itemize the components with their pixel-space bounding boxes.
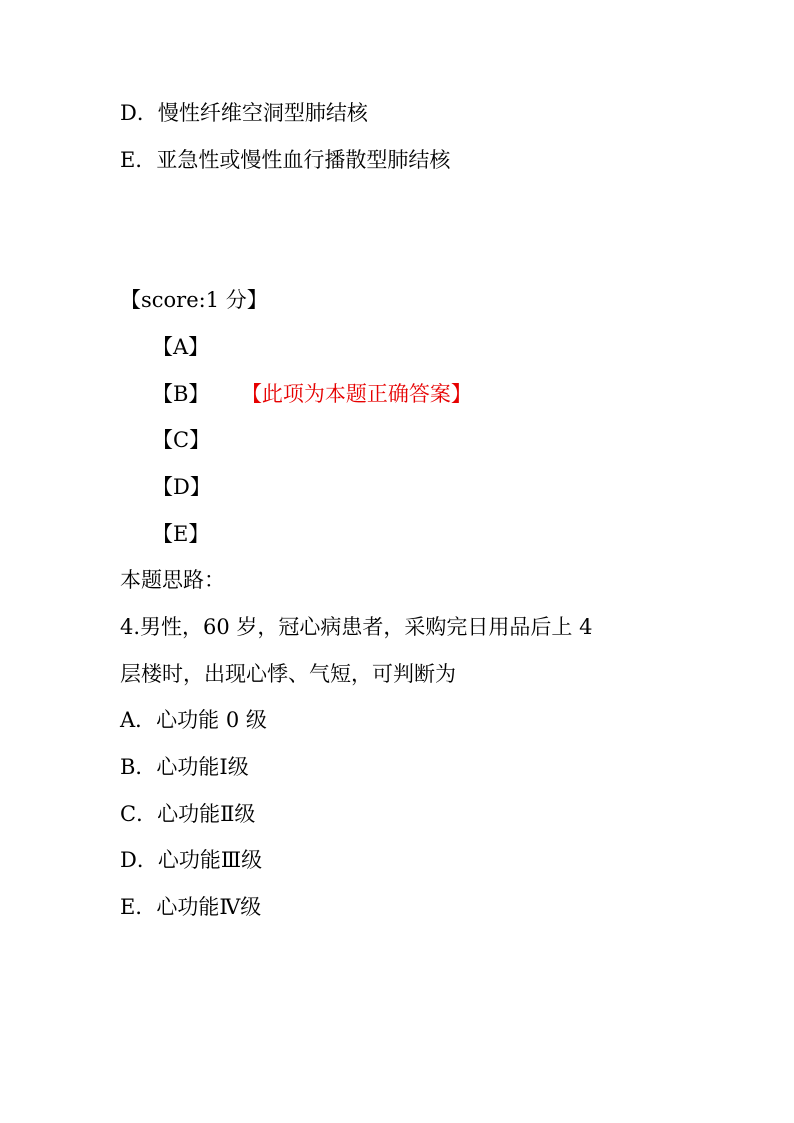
answer-option-label: 【E】 <box>152 522 210 546</box>
prev-option-e: E．亚急性或慢性血行播散型肺结核 <box>120 148 451 172</box>
question-stem-line-1: 4.男性，60 岁，冠心病患者，采购完日用品后上 4 <box>120 615 593 639</box>
correct-answer-mark: 【此项为本题正确答案】 <box>251 382 472 406</box>
question-option-d: D．心功能Ⅲ级 <box>120 848 263 872</box>
answer-option-label: 【B】 <box>152 382 210 406</box>
answer-option-b <box>152 380 472 408</box>
question-stem-line-2: 层楼时，出现心悸、气短，可判断为 <box>120 662 456 686</box>
score-label: 【score:1 分】 <box>120 288 268 312</box>
answer-option-label: 【A】 <box>152 335 210 359</box>
explanation-label: 本题思路： <box>120 568 225 592</box>
answer-option-c <box>152 426 210 454</box>
prev-option-d: D．慢性纤维空洞型肺结核 <box>120 101 368 125</box>
question-option-c: C．心功能Ⅱ级 <box>120 802 256 826</box>
answer-option-d <box>152 473 211 501</box>
answer-option-label: 【C】 <box>152 428 211 452</box>
question-option-e: E．心功能Ⅳ级 <box>120 895 262 919</box>
answer-option-a <box>152 333 209 361</box>
answer-option-label: 【D】 <box>152 475 211 499</box>
question-option-b: B．心功能Ⅰ级 <box>120 755 249 779</box>
question-option-a: A．心功能 0 级 <box>120 708 267 732</box>
answer-option-e <box>152 520 209 548</box>
